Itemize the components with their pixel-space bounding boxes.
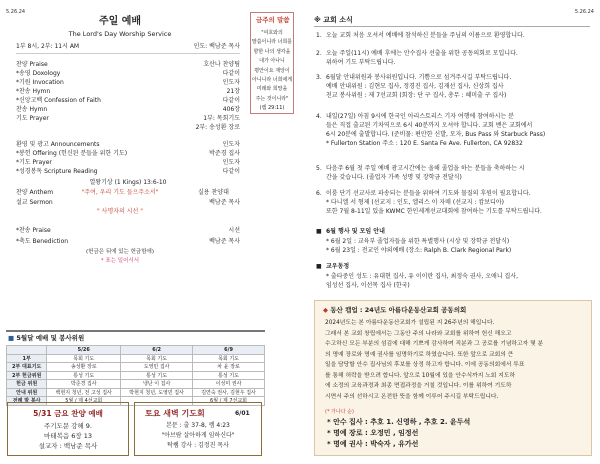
saturday-event-box (134, 402, 262, 456)
news-line: 다음주 6월 첫 주일 예배 광고시간에는 올해 졸업을 하는 분들을 축하하는 시 (326, 165, 525, 172)
news-line: 오늘 주일(11시) 예배 후에는 안수집사 선출을 위한 공동의회로 모입니다. (326, 50, 518, 57)
stand-note: * 표는 일어서서 (100, 258, 140, 264)
schedule-cell: 김연숙 권사, 김현우 집사 (193, 388, 265, 397)
order-item-person: 호산나 찬양팀 (203, 61, 240, 68)
order-item-label: 찬송 Hymn (16, 106, 48, 113)
schedule-title (8, 334, 84, 342)
verse-line: 내가 아나니 (259, 58, 285, 65)
news-divider (314, 26, 590, 27)
council-note: (* 가나다 순) (325, 409, 354, 415)
news-header-text: 교회 소식 (323, 16, 353, 24)
order-item-label: 설교 Sermon (16, 199, 53, 206)
news-line: 위하여 기도 부탁드립니다. (326, 59, 396, 66)
verse-line: 주는 것이니라" (255, 95, 289, 102)
worship-order-row (16, 149, 240, 158)
schedule-cell: 송성환 장로 (47, 363, 121, 372)
verse-box (250, 12, 294, 114)
square-icon: ■ (316, 263, 322, 270)
news-number: 3. (316, 74, 322, 81)
news-line: 간을 갖습니다. (졸업자 가족 성명 및 장학금 전달식) (326, 174, 462, 181)
friday-event-box (7, 402, 129, 456)
order-item-label: 환영 및 광고 Announcements (16, 141, 100, 148)
schedule-cell: 차 윤 장로 (193, 363, 265, 372)
square-icon: ■ (316, 228, 322, 235)
news-line: 또한 7월 8-11일 있을 KWMC 한인세계선교대회에 참여하는 기도를 부탁드립니다. (326, 208, 542, 215)
worship-order-row (16, 178, 240, 187)
council-body-line: 시면서 주의 선하시고 온전한 뜻을 함께 이루어 주시길 부탁드립니다. (325, 393, 499, 400)
page-date-left: 5.26.24 (6, 9, 26, 15)
schedule-row-label: 안내 위원 (7, 388, 47, 397)
schedule-cell: 목회 기도 (193, 354, 265, 363)
friday-line1: 주기도문 강해 9. (43, 422, 92, 430)
worship-order-row (16, 105, 240, 114)
council-line: * 안수 집사 : 추호 1. 신영하 , 추호 2. 윤두석 (327, 418, 471, 426)
news-line: 오늘 교회 처음 오셔서 예배에 참석하신 분들을 주님의 이름으로 환영합니다. (326, 32, 525, 39)
anthem-by: 실용 찬양대 (198, 189, 229, 196)
council-header-text: 동산 캡업 : 24년도 아름다운동산교회 공동의회 (330, 306, 467, 314)
schedule-row-label: 헌금 위원 (7, 380, 47, 389)
schedule-row-label: 1부 (7, 354, 47, 363)
order-item-person: 2부: 송성환 장로 (195, 124, 240, 131)
anthem-title: "주여, 우리 기도 들으주소서" (81, 189, 159, 196)
council-body-line: 일을 담당할 안수 집사님의 후보를 상정 하고자 합니다. 이에 공동의회에서 투표 (325, 362, 525, 368)
news-line: 6월달 안내위원과 봉사위원입니다. 기쁨으로 섬겨주시길 부탁드립니다. (326, 74, 512, 81)
table-row (7, 388, 265, 397)
verse-line: 미래와 희망을 (256, 86, 288, 93)
news-line: 6시 20분에 출발합니다. (준비물: 편안한 신발, 모자, Bus Pass 와 Starbuck Pass) (326, 131, 546, 138)
news-line: 친교 봉사위원 : 제 7선교회 (회장: 단 구 집사, 총무 : 혜미출 구 집사) (326, 92, 507, 99)
order-item-person: 다같이 (222, 70, 240, 77)
schedule-row-label: 전례 말 봉사 (7, 397, 47, 406)
schedule-header (7, 346, 47, 355)
verse-title: 금주의 말씀 (256, 16, 290, 24)
schedule-cell: 목회 기도 (121, 354, 193, 363)
schedule-cell: 냉난 이 집사 (121, 380, 193, 389)
schedule-cell: 도영민 집사 (121, 363, 193, 372)
worship-order-row (16, 237, 240, 246)
schedule-cell: 이성미 권사 (193, 380, 265, 389)
order-item-label: *축도 Benediction (16, 238, 69, 245)
news-line: 내일(27일) 아침 9시에 한국인 아리스토리스 기자 여행에 참여하시는 분 (326, 113, 514, 120)
schedule-cell: 통성 기도 (121, 371, 193, 380)
order-item-label: 기도 Prayer (16, 115, 49, 122)
verse-line: 평안이요 재앙이 (254, 67, 290, 74)
news-number: 2. (316, 50, 322, 57)
order-item-person: 백남준 목사 (209, 238, 240, 245)
schedule-cell: 백현지 청년, 전 고성 집사 (47, 388, 121, 397)
members-title: 교우동정 (326, 263, 350, 270)
order-item-person: 인도자 (222, 159, 240, 166)
table-row (7, 354, 265, 363)
worship-title: 주일 예배 (98, 16, 142, 27)
worship-order-row (16, 87, 240, 96)
news-line: 들은 직접 출교된 기차역으로 6시 40분까지 오셔야 합니다. 교회 밴은 교회에서 (326, 122, 533, 129)
news-line: * Fullerton Station 주소 : 120 E. Santa Fe Ave. Fullerton, CA 92832 (326, 140, 523, 147)
worship-order-row (16, 60, 240, 69)
saturday-title: 토요 새벽 기도회 (145, 409, 205, 418)
order-item-person: 406장 (222, 106, 240, 113)
schedule-header: 5/26 (47, 346, 121, 355)
schedule-title-text: 5월달 예배 및 봉사위원 (16, 334, 85, 342)
news-header (314, 16, 353, 24)
order-item-label: *봉헌 Offering (헌신된 분들을 위한 기도) (16, 150, 128, 157)
friday-line3: 설교자 : 백남준 목사 (38, 442, 98, 450)
worship-time: 1부 8시, 2부: 11시 AM (16, 43, 80, 50)
council-body-line: 의 명예 장로와 명예 권사를 임명하기로 하였습니다. 또한 앞으로 교회의 큰 (325, 351, 514, 358)
order-item-label: *신앙고백 Confession of Faith (16, 97, 101, 104)
order-item-person: 백남준 목사 (209, 199, 240, 206)
order-item-label: 찬양 Anthem (16, 189, 54, 196)
members-line: 임성선 집사, 이선목 집사 (한국) (326, 282, 410, 289)
order-item-person: 21장 (226, 88, 240, 95)
schedule-cell: 통성 기도 (47, 371, 121, 380)
order-item-label: 찬양 Praise (16, 61, 48, 68)
order-item-person: 박준경 집사 (209, 150, 240, 157)
table-row (7, 363, 265, 372)
friday-title: 5/31 금요 찬양 예배 (33, 409, 103, 418)
council-body-line: 수고하신 모든 부분의 섬김에 대해 기쁘게 감사하며 직분과 그 공로를 기념하고자 몇 분 (325, 341, 544, 347)
order-item-label: *기도 Prayer (16, 159, 52, 166)
order-item-person: 인도자 (222, 79, 240, 86)
worship-order-row (16, 69, 240, 78)
order-item-label: *송영 Doxology (16, 70, 61, 77)
news-line: 예배 안내위원 : 김현모 집사, 정경진 집사, 김재선 집사, 신상희 집사 (326, 83, 504, 90)
council-header (323, 306, 466, 314)
worship-order-row (16, 167, 240, 176)
schedule-cell: 박준경 집사 (47, 380, 121, 389)
schedule-header: 6/9 (193, 346, 265, 355)
verse-line: 말씀이니라 너희를 (251, 39, 293, 46)
worship-order-row (16, 78, 240, 87)
verse-line: "여호와의 (261, 30, 283, 36)
saturday-date: 6/01 (235, 410, 250, 417)
schedule-cell: 6월 / 제 7선교회 (193, 397, 265, 406)
worship-order-row (16, 140, 240, 149)
june-title: 6월 행사 및 모임 안내 (326, 228, 385, 235)
friday-line2: 마태복음 6장 13 (44, 432, 92, 440)
june-line: * 6월 23일 : 전교인 야외예배 (장소: Ralph B. Clark Regional Park) (326, 247, 512, 254)
order-item-person: 다같이 (222, 97, 240, 104)
worship-order-row (16, 158, 240, 167)
verse-line: 향한 나의 생각을 (253, 48, 291, 55)
council-body-line: 2024년도는 본 아름다운동산교회가 설립된 지 26주년의 해입니다. (325, 320, 495, 326)
council-line: * 명예 권사 : 박숙자 , 유가선 (327, 440, 419, 448)
news-number: 6. (316, 190, 322, 197)
worship-order-row (16, 226, 240, 235)
order-item-person: 1부: 목회기도 (203, 115, 240, 122)
saturday-line3: 탁쌤 강사 : 김정진 목사 (167, 442, 229, 449)
saturday-line1: 본문 : 출 37-8, 렘 4:23 (166, 422, 230, 429)
worship-subtitle: The Lord's Day Worship Service (68, 30, 172, 38)
worship-time-row (16, 42, 240, 51)
square-icon: ■ (8, 334, 17, 342)
worship-leader: 인도: 백남준 목사 (193, 43, 240, 50)
worship-order-row (16, 96, 240, 105)
news-line: 이룸 단기 선교사로 파송되는 분들을 위하여 기도와 물질의 후원이 필요합니다. (326, 190, 531, 197)
order-item-label: *기원 Invocation (16, 79, 64, 86)
june-line: * 6월 2일 : 교육부 졸업자들을 위한 특별행사 (시상 및 장학금 전달식) (326, 238, 510, 245)
schedule-header: 6/2 (121, 346, 193, 355)
verse-line: 아니니라 너희에게 (251, 77, 293, 83)
schedule-table (6, 345, 265, 406)
divider (16, 53, 240, 54)
news-number: 1. (316, 32, 322, 39)
page-date-right: 5.26.24 (574, 9, 594, 15)
offering-note: (헌금은 뒤에 있는 헌금함에) (86, 249, 154, 255)
council-body-line: 그래서 본 교회 창립에서는 그동안 주의 나라와 교회를 위하여 헌신 해오고 (325, 330, 512, 337)
schedule-cell: 5월 / 제 4선교회 (47, 397, 121, 406)
order-item-person: 인도자 (222, 141, 240, 148)
council-body-line: 에 소정의 교육과정과 최종 면접과정을 거칠 것입니다. 이를 위하여 기도하 (325, 383, 512, 389)
table-row (7, 380, 265, 389)
council-body-line: 를 통해 허락을 받으려 합니다. 앞으로 10월에 있을 안수식까지 노회 지도하 (325, 372, 516, 379)
schedule-row-label: 2부 대표기도 (7, 363, 47, 372)
schedule-row-label: 2부 헌금위원 (7, 371, 47, 380)
order-item-label: *찬송 Hymn (16, 88, 51, 95)
members-line: * 출타중인 성도 : 유대현 집사, 유 이이란 집사, 최정숙 권사, 오애니 집사, (326, 273, 519, 280)
worship-order-row (16, 123, 240, 132)
saturday-line2: "아브람 살아하게 임하신다" (161, 432, 235, 439)
order-item-person: 다같이 (222, 168, 240, 175)
diamond-icon: ◆ (323, 306, 331, 314)
worship-order-row (16, 114, 240, 123)
order-item-label: *찬송 Praise (16, 227, 51, 234)
news-number: 5. (316, 165, 322, 172)
council-line: * 명예 장로 : 오정민 , 임정선 (327, 429, 419, 437)
asterisk-icon: ※ (314, 16, 324, 24)
news-number: 4. (316, 113, 322, 120)
scripture-ref: 열왕기상 (1 Kings) 13:6-10 (89, 179, 167, 186)
council-box (314, 300, 592, 456)
worship-order-row (16, 198, 240, 207)
schedule-rule (6, 330, 265, 332)
verse-line: (렘 29:11) (259, 105, 285, 112)
schedule-cell: 통성 기도 (193, 371, 265, 380)
order-item-person: 시선 (228, 227, 240, 234)
sermon-title: " 사명자의 시선 " (96, 208, 144, 215)
schedule-cell: 목회 기도 (47, 354, 121, 363)
order-item-label: *성경봉독 Scripture Reading (16, 168, 98, 175)
news-line: * 다니엘 서 형제 (선교지 : 인도, 엘리스 이 자매 (선교지 : 캄보디아) (326, 199, 504, 206)
table-row (7, 371, 265, 380)
schedule-cell: 박현지 청년, 도영민 집사 (121, 388, 193, 397)
